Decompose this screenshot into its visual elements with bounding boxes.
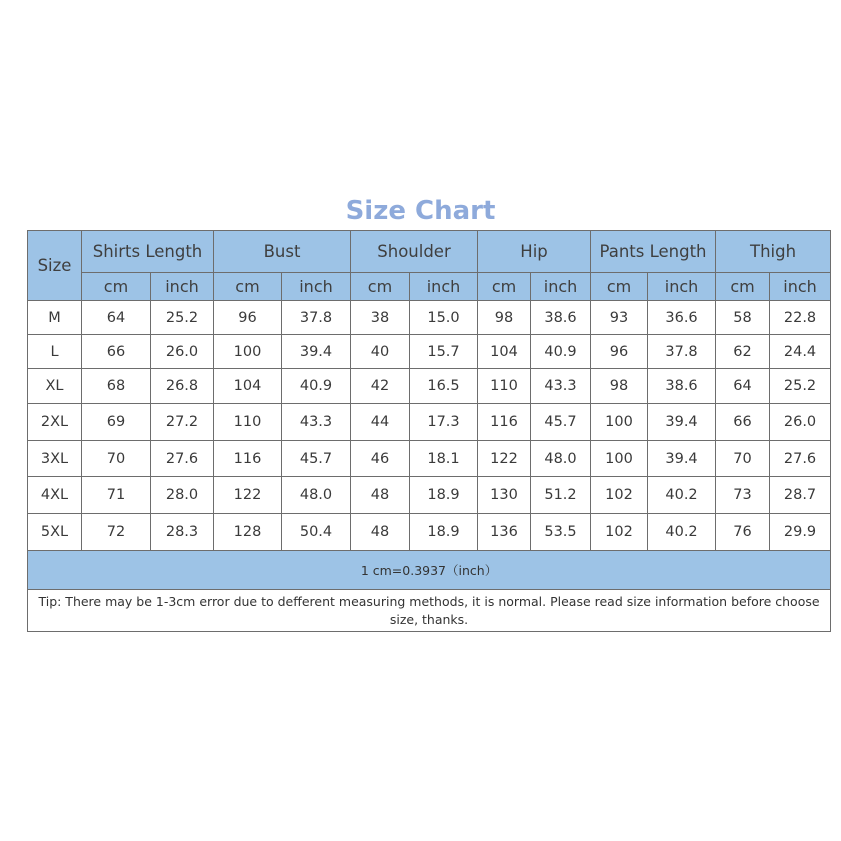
header-row-groups — [28, 231, 831, 273]
value-cell: 25.2 — [151, 301, 214, 335]
value-cell: 110 — [214, 404, 282, 441]
value-cell: 116 — [478, 404, 531, 441]
value-cell: 98 — [591, 369, 648, 404]
size-cell: L — [28, 335, 82, 369]
value-cell: 70 — [716, 441, 770, 477]
value-cell: 64 — [82, 301, 151, 335]
value-cell: 96 — [214, 301, 282, 335]
group-header: Shoulder — [351, 231, 478, 273]
unit-header: inch — [151, 273, 214, 301]
value-cell: 68 — [82, 369, 151, 404]
conversion-row — [28, 551, 831, 590]
table-row — [28, 441, 831, 477]
value-cell: 43.3 — [282, 404, 351, 441]
value-cell: 73 — [716, 477, 770, 514]
value-cell: 15.7 — [410, 335, 478, 369]
value-cell: 36.6 — [648, 301, 716, 335]
value-cell: 37.8 — [282, 301, 351, 335]
size-cell: M — [28, 301, 82, 335]
value-cell: 15.0 — [410, 301, 478, 335]
unit-header: inch — [282, 273, 351, 301]
page-title: Size Chart — [345, 196, 496, 226]
value-cell: 43.3 — [531, 369, 591, 404]
value-cell: 70 — [82, 441, 151, 477]
value-cell: 66 — [82, 335, 151, 369]
value-cell: 27.6 — [151, 441, 214, 477]
value-cell: 28.7 — [770, 477, 831, 514]
group-header: Bust — [214, 231, 351, 273]
unit-header: cm — [478, 273, 531, 301]
value-cell: 17.3 — [410, 404, 478, 441]
value-cell: 122 — [214, 477, 282, 514]
value-cell: 102 — [591, 514, 648, 551]
table-row — [28, 477, 831, 514]
group-header: Pants Length — [591, 231, 716, 273]
value-cell: 40.9 — [282, 369, 351, 404]
value-cell: 40.9 — [531, 335, 591, 369]
value-cell: 39.4 — [648, 404, 716, 441]
group-header: Thigh — [716, 231, 831, 273]
unit-header: cm — [214, 273, 282, 301]
value-cell: 71 — [82, 477, 151, 514]
value-cell: 58 — [716, 301, 770, 335]
value-cell: 26.0 — [770, 404, 831, 441]
table-row — [28, 335, 831, 369]
size-header: Size — [28, 231, 82, 301]
value-cell: 40.2 — [648, 514, 716, 551]
value-cell: 18.9 — [410, 477, 478, 514]
value-cell: 102 — [591, 477, 648, 514]
value-cell: 44 — [351, 404, 410, 441]
value-cell: 39.4 — [282, 335, 351, 369]
value-cell: 93 — [591, 301, 648, 335]
size-cell: 2XL — [28, 404, 82, 441]
value-cell: 100 — [214, 335, 282, 369]
value-cell: 51.2 — [531, 477, 591, 514]
value-cell: 37.8 — [648, 335, 716, 369]
value-cell: 130 — [478, 477, 531, 514]
value-cell: 22.8 — [770, 301, 831, 335]
value-cell: 76 — [716, 514, 770, 551]
value-cell: 38.6 — [648, 369, 716, 404]
size-chart-table — [27, 230, 831, 632]
value-cell: 66 — [716, 404, 770, 441]
value-cell: 26.8 — [151, 369, 214, 404]
value-cell: 16.5 — [410, 369, 478, 404]
table-row — [28, 301, 831, 335]
value-cell: 38.6 — [531, 301, 591, 335]
conversion-note: 1 cm=0.3937（inch） — [28, 551, 831, 590]
group-header: Hip — [478, 231, 591, 273]
value-cell: 45.7 — [531, 404, 591, 441]
value-cell: 26.0 — [151, 335, 214, 369]
unit-header: cm — [591, 273, 648, 301]
size-cell: 3XL — [28, 441, 82, 477]
value-cell: 53.5 — [531, 514, 591, 551]
value-cell: 45.7 — [282, 441, 351, 477]
value-cell: 40.2 — [648, 477, 716, 514]
value-cell: 38 — [351, 301, 410, 335]
value-cell: 100 — [591, 441, 648, 477]
value-cell: 122 — [478, 441, 531, 477]
unit-header: cm — [351, 273, 410, 301]
value-cell: 64 — [716, 369, 770, 404]
value-cell: 28.3 — [151, 514, 214, 551]
value-cell: 69 — [82, 404, 151, 441]
value-cell: 72 — [82, 514, 151, 551]
value-cell: 42 — [351, 369, 410, 404]
tip-note: Tip: There may be 1-3cm error due to defferent measuring methods, it is normal. Please read size information before choose size, thanks. — [28, 590, 831, 632]
value-cell: 104 — [478, 335, 531, 369]
unit-header: cm — [82, 273, 151, 301]
value-cell: 24.4 — [770, 335, 831, 369]
value-cell: 104 — [214, 369, 282, 404]
value-cell: 46 — [351, 441, 410, 477]
value-cell: 96 — [591, 335, 648, 369]
unit-header: inch — [770, 273, 831, 301]
value-cell: 98 — [478, 301, 531, 335]
value-cell: 62 — [716, 335, 770, 369]
value-cell: 128 — [214, 514, 282, 551]
unit-header: inch — [648, 273, 716, 301]
value-cell: 27.6 — [770, 441, 831, 477]
value-cell: 48.0 — [282, 477, 351, 514]
unit-header: cm — [716, 273, 770, 301]
value-cell: 50.4 — [282, 514, 351, 551]
value-cell: 28.0 — [151, 477, 214, 514]
value-cell: 25.2 — [770, 369, 831, 404]
size-cell: 5XL — [28, 514, 82, 551]
value-cell: 39.4 — [648, 441, 716, 477]
value-cell: 100 — [591, 404, 648, 441]
header-row-units — [28, 273, 831, 301]
value-cell: 18.1 — [410, 441, 478, 477]
value-cell: 48.0 — [531, 441, 591, 477]
value-cell: 116 — [214, 441, 282, 477]
tip-row — [28, 590, 831, 632]
value-cell: 48 — [351, 477, 410, 514]
unit-header: inch — [410, 273, 478, 301]
group-header: Shirts Length — [82, 231, 214, 273]
value-cell: 27.2 — [151, 404, 214, 441]
value-cell: 29.9 — [770, 514, 831, 551]
table-row — [28, 369, 831, 404]
unit-header: inch — [531, 273, 591, 301]
value-cell: 48 — [351, 514, 410, 551]
value-cell: 18.9 — [410, 514, 478, 551]
value-cell: 110 — [478, 369, 531, 404]
value-cell: 136 — [478, 514, 531, 551]
table-row — [28, 514, 831, 551]
size-cell: XL — [28, 369, 82, 404]
table-row — [28, 404, 831, 441]
size-cell: 4XL — [28, 477, 82, 514]
value-cell: 40 — [351, 335, 410, 369]
